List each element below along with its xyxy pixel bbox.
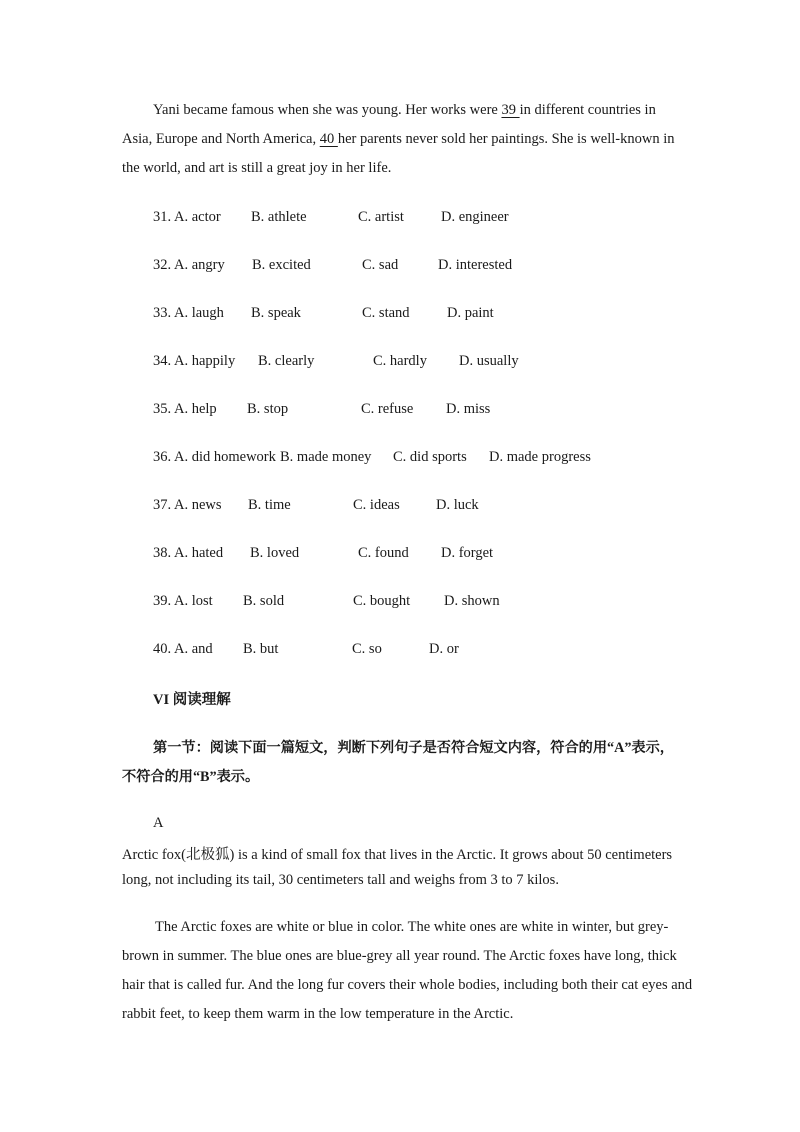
- question-number: 32.: [153, 257, 172, 273]
- option-b: B. athlete: [251, 209, 307, 225]
- option-b: B. time: [248, 497, 291, 513]
- option-c: C. artist: [358, 209, 404, 225]
- option-c: C. ideas: [353, 497, 400, 513]
- option-c: C. so: [352, 641, 382, 657]
- option-b: B. sold: [243, 593, 285, 609]
- option-b: B. stop: [247, 401, 289, 417]
- passage-a-line: rabbit feet, to keep them warm in the low temperature in the Arctic.: [122, 1006, 514, 1022]
- passage-text: in different countries in: [519, 102, 656, 118]
- option-a: A. happily: [174, 353, 236, 369]
- passage-text: Yani became famous when she was young. Her works were: [153, 102, 502, 118]
- option-b: B. speak: [251, 305, 301, 321]
- option-d: D. made progress: [489, 449, 591, 465]
- passage-line-3: [122, 160, 391, 177]
- passage-line-2: [122, 131, 675, 148]
- question-number: 37.: [153, 497, 172, 513]
- option-d: D. luck: [436, 497, 479, 513]
- question-number: 33.: [153, 305, 172, 321]
- passage-a-line: Arctic fox(北极狐) is a kind of small fox that lives in the Arctic. It grows about 50 centimeters: [122, 847, 673, 863]
- option-a: A. did homework: [174, 449, 276, 465]
- option-c: C. sad: [362, 257, 399, 273]
- instruction-line-1: 第一节：阅读下面一篇短文，判断下列句子是否符合短文内容，符合的用“A”表示，: [153, 740, 674, 756]
- question-number: 36.: [153, 449, 172, 465]
- question-number: 40.: [153, 641, 172, 657]
- question-number: 31.: [153, 209, 172, 225]
- question-36: [0, 449, 800, 469]
- option-c: C. hardly: [373, 353, 427, 369]
- option-d: D. engineer: [441, 209, 509, 225]
- question-number: 38.: [153, 545, 172, 561]
- option-b: B. made money: [280, 449, 372, 465]
- option-b: B. clearly: [258, 353, 315, 369]
- passage-text: the world, and art is still a great joy in her life.: [122, 160, 392, 176]
- instruction-line-2: 不符合的用“B”表示。: [122, 769, 260, 785]
- passage-a-line: brown in summer. The blue ones are blue-grey all year round. The Arctic foxes have long, thick: [122, 948, 677, 964]
- option-d: D. interested: [438, 257, 513, 273]
- passage-line-1: [153, 102, 656, 119]
- passage-a-line: long, not including its tail, 30 centimeters tall and weighs from 3 to 7 kilos.: [122, 872, 559, 888]
- question-38: [0, 545, 800, 565]
- passage-a-line: The Arctic foxes are white or blue in color. The white ones are white in winter, but grey-: [155, 919, 669, 935]
- passage-text: her parents never sold her paintings. She is well-known in: [337, 131, 675, 147]
- option-a: A. hated: [174, 545, 224, 561]
- option-a: A. news: [174, 497, 222, 513]
- question-number: 34.: [153, 353, 172, 369]
- passage-a-line: hair that is called fur. And the long fur covers their whole bodies, including both their cat eyes and: [122, 977, 693, 993]
- option-d: D. forget: [441, 545, 494, 561]
- blank-39: 39: [501, 102, 520, 118]
- option-c: C. stand: [362, 305, 410, 321]
- option-d: D. paint: [447, 305, 494, 321]
- option-c: C. refuse: [361, 401, 414, 417]
- passage-label: A: [153, 815, 164, 831]
- option-d: D. shown: [444, 593, 500, 609]
- question-number: 35.: [153, 401, 172, 417]
- option-d: D. usually: [459, 353, 519, 369]
- question-32: [0, 257, 800, 277]
- question-33: [0, 305, 800, 325]
- option-a: A. actor: [174, 209, 221, 225]
- question-31: [0, 209, 800, 229]
- option-a: A. angry: [174, 257, 225, 273]
- question-39: [0, 593, 800, 613]
- passage-text: Asia, Europe and North America,: [122, 131, 320, 147]
- option-a: A. laugh: [174, 305, 224, 321]
- question-34: [0, 353, 800, 373]
- option-c: C. did sports: [393, 449, 467, 465]
- option-b: B. but: [243, 641, 279, 657]
- option-c: C. bought: [353, 593, 411, 609]
- option-d: D. miss: [446, 401, 491, 417]
- section-heading: VI 阅读理解: [153, 692, 231, 708]
- option-c: C. found: [358, 545, 409, 561]
- question-35: [0, 401, 800, 421]
- question-number: 39.: [153, 593, 172, 609]
- question-40: [0, 641, 800, 661]
- option-a: A. and: [174, 641, 213, 657]
- option-b: B. loved: [250, 545, 300, 561]
- option-b: B. excited: [252, 257, 311, 273]
- question-37: [0, 497, 800, 517]
- blank-40: 40: [319, 131, 338, 147]
- option-a: A. help: [174, 401, 217, 417]
- option-d: D. or: [429, 641, 459, 657]
- option-a: A. lost: [174, 593, 213, 609]
